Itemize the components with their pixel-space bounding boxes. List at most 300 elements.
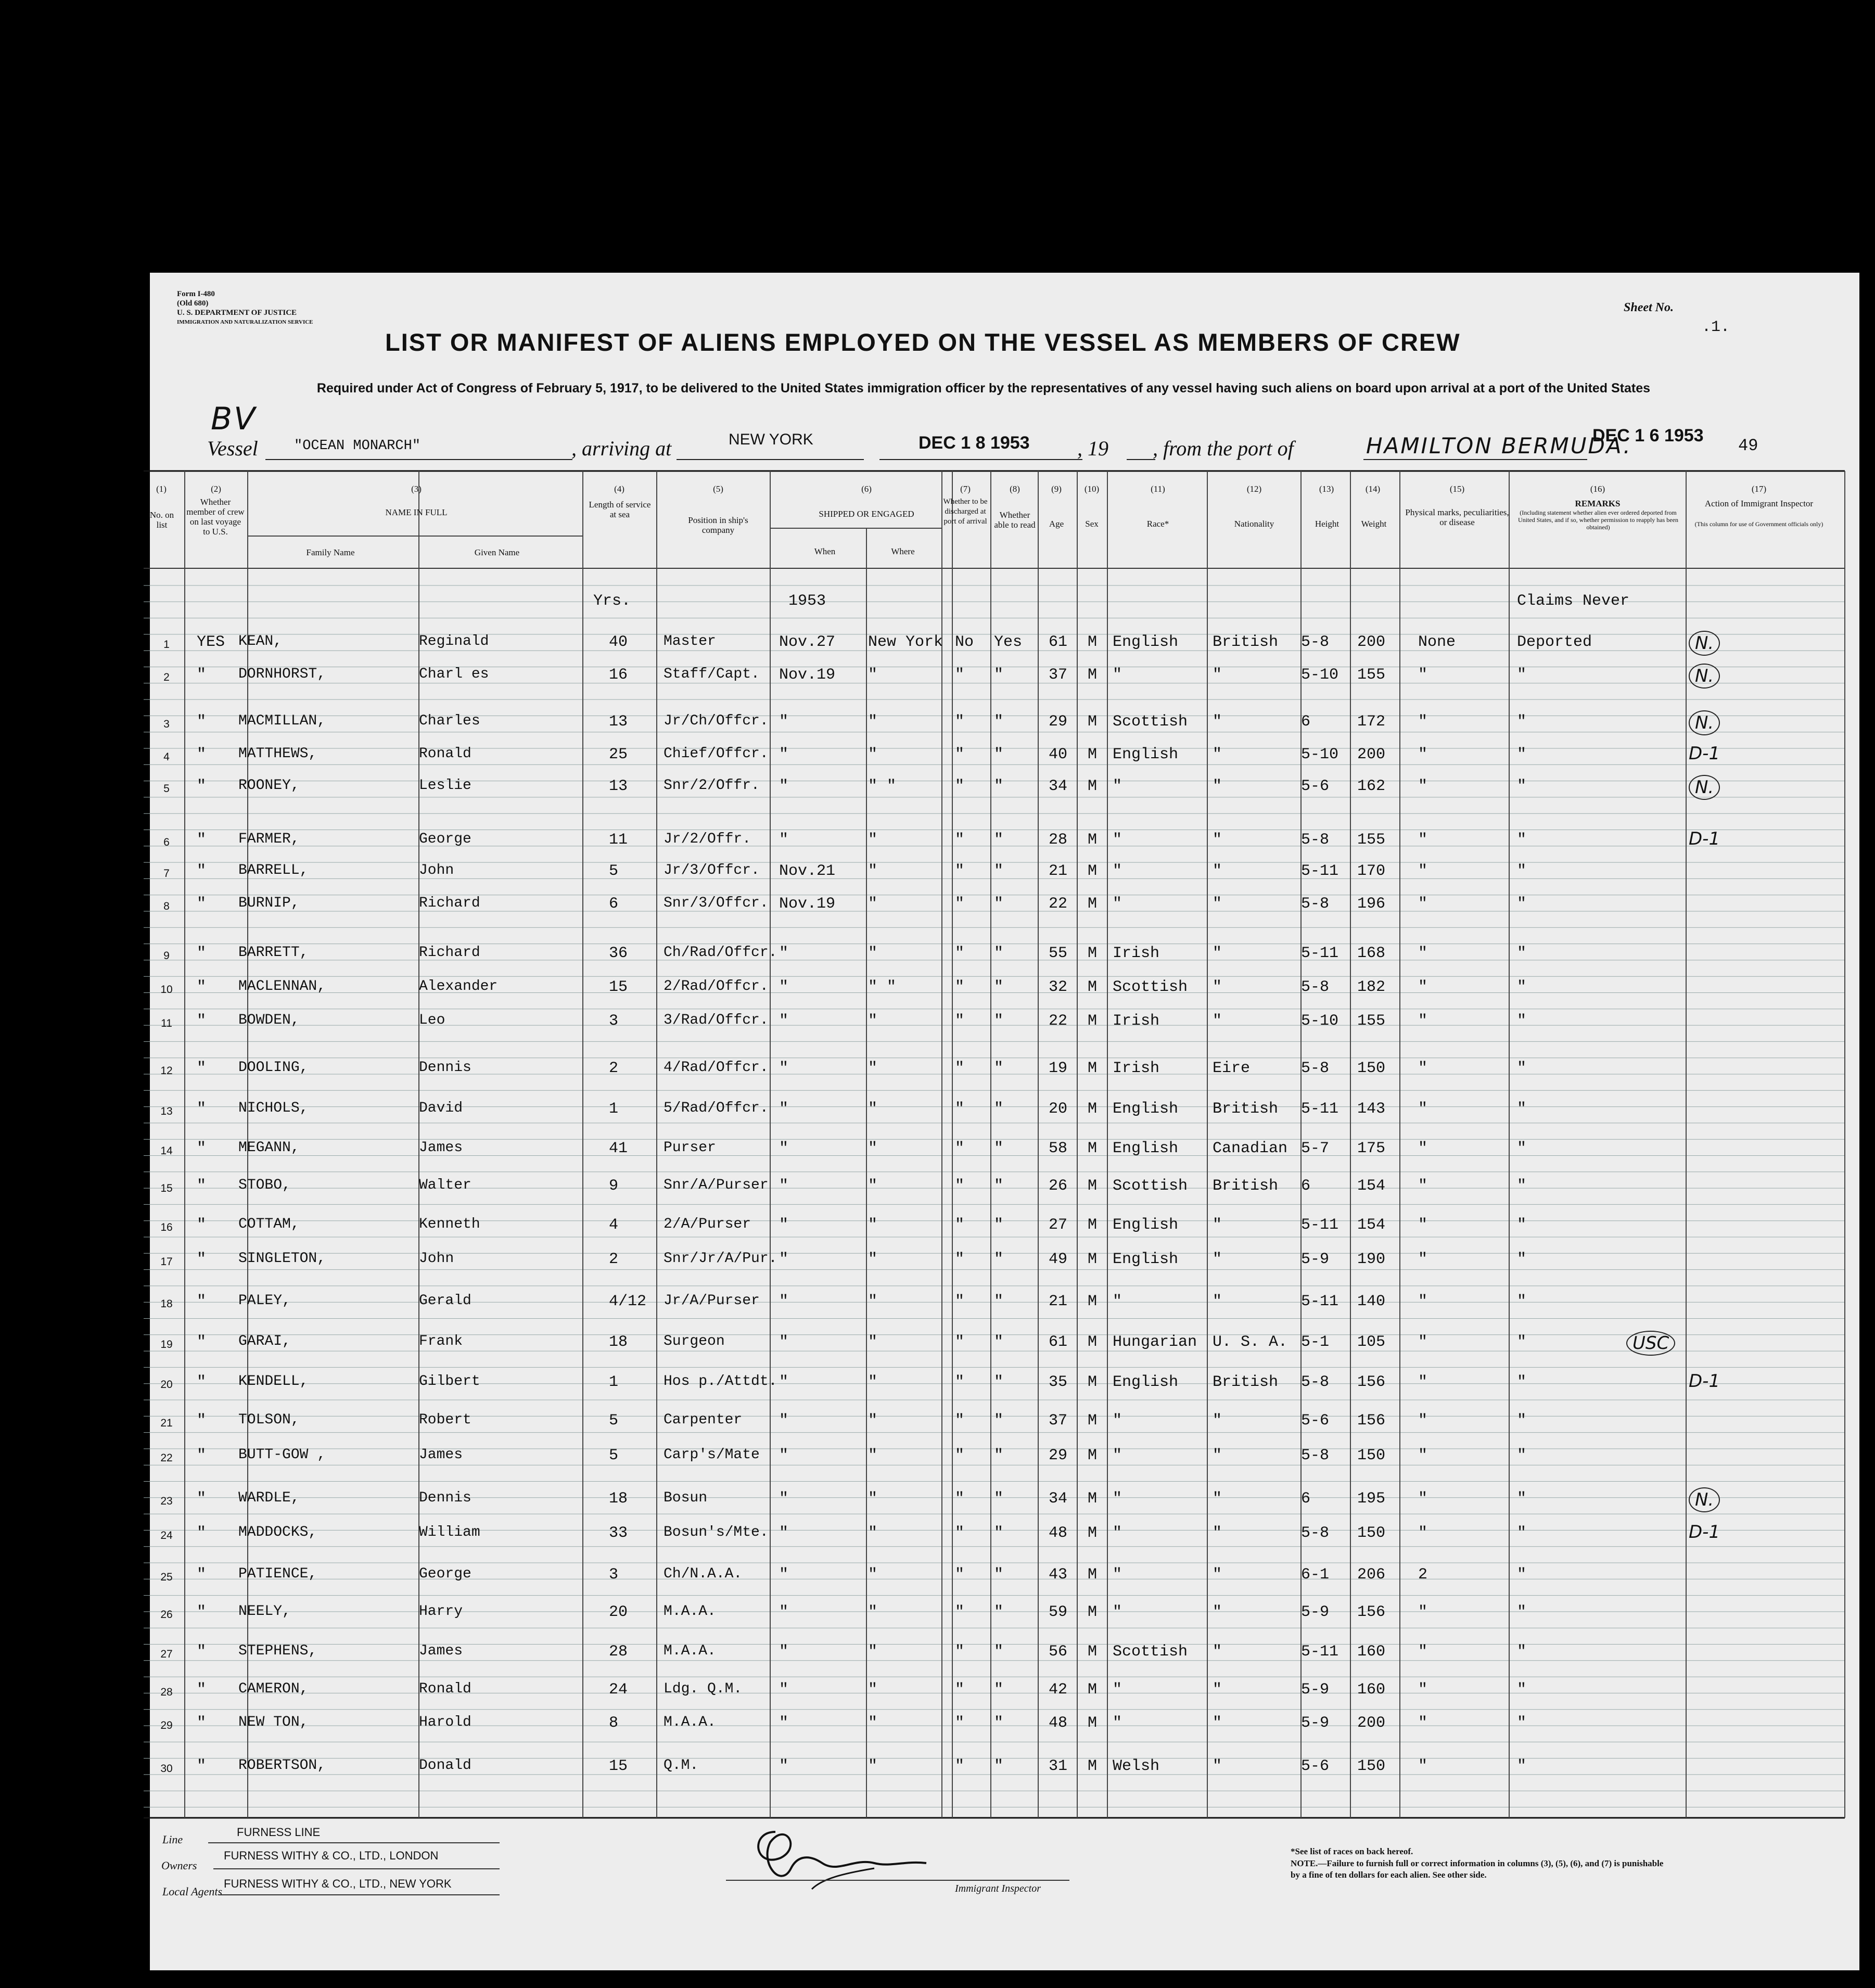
crew-flag-cell: " xyxy=(197,1524,207,1542)
given-name-cell: Ronald xyxy=(419,1681,471,1697)
crew-flag-cell: " xyxy=(197,1566,207,1584)
shipped-when-cell: " xyxy=(779,1251,789,1268)
physical-marks-cell: " xyxy=(1418,831,1428,849)
remarks-cell: " xyxy=(1517,1566,1527,1584)
discharge-cell: " xyxy=(955,1251,965,1268)
age-cell: 34 xyxy=(1049,778,1068,795)
given-name-cell: John xyxy=(419,862,454,878)
family-name-cell: BARRETT, xyxy=(238,945,309,961)
weight-cell: 156 xyxy=(1357,1603,1386,1621)
family-name-cell: PALEY, xyxy=(238,1293,291,1309)
physical-marks-cell: " xyxy=(1418,1681,1428,1699)
discharge-cell: " xyxy=(955,1412,965,1430)
position-cell: Carpenter xyxy=(664,1412,743,1428)
given-name-cell: Harry xyxy=(419,1603,463,1620)
height-cell: 5-8 xyxy=(1301,1524,1330,1542)
weight-cell: 150 xyxy=(1357,1060,1386,1077)
weight-cell: 206 xyxy=(1357,1566,1386,1584)
col3-given-header: Given Name xyxy=(474,547,520,557)
given-name-cell: George xyxy=(419,1566,471,1582)
race-cell: English xyxy=(1113,1140,1179,1157)
race-cell: Irish xyxy=(1113,945,1160,962)
owners-label: Owners xyxy=(161,1859,197,1872)
nationality-cell: U. S. A. xyxy=(1213,1333,1288,1351)
sex-cell: M xyxy=(1088,1012,1098,1030)
height-cell: 6 xyxy=(1301,1490,1311,1508)
shipped-when-cell: " xyxy=(779,1177,789,1195)
height-cell: 5-6 xyxy=(1301,778,1330,795)
discharge-cell: " xyxy=(955,1140,965,1157)
shipped-where-cell: " " xyxy=(868,778,897,795)
sex-cell: M xyxy=(1088,945,1098,962)
races-note: *See list of races on back hereof. xyxy=(1291,1846,1413,1856)
family-name-cell: KEAN, xyxy=(238,633,283,649)
height-cell: 5-10 xyxy=(1301,666,1339,684)
remarks-cell: " xyxy=(1517,1757,1527,1775)
crew-flag-cell: " xyxy=(197,978,207,996)
physical-marks-cell: " xyxy=(1418,1447,1428,1464)
nationality-cell: " xyxy=(1213,1012,1222,1030)
crew-flag-cell: " xyxy=(197,831,207,849)
position-cell: 3/Rad/Offcr. xyxy=(664,1012,769,1028)
age-cell: 32 xyxy=(1049,978,1068,996)
given-name-cell: Kenneth xyxy=(419,1216,480,1232)
remarks-cell: " xyxy=(1517,1681,1527,1699)
crew-flag-cell: " xyxy=(197,1643,207,1661)
nationality-cell: " xyxy=(1213,713,1222,731)
weight-cell: 160 xyxy=(1357,1643,1386,1661)
given-name-cell: Harold xyxy=(419,1714,471,1730)
nationality-cell: " xyxy=(1213,978,1222,996)
position-cell: Ch/Rad/Offcr. xyxy=(664,945,777,961)
physical-marks-cell: " xyxy=(1418,746,1428,763)
shipped-when-cell: " xyxy=(779,945,789,962)
shipped-when-cell: " xyxy=(779,1603,789,1621)
shipped-where-cell: " xyxy=(868,1251,878,1268)
family-name-cell: GARAI, xyxy=(238,1333,291,1349)
service-unit-label: Yrs. xyxy=(593,592,631,610)
nationality-cell: " xyxy=(1213,1757,1222,1775)
remarks-cell: " xyxy=(1517,1490,1527,1508)
shipped-where-cell: " xyxy=(868,1293,878,1310)
given-name-cell: James xyxy=(419,1447,463,1463)
sex-cell: M xyxy=(1088,831,1098,849)
position-cell: Master xyxy=(664,633,716,649)
height-cell: 5-8 xyxy=(1301,633,1330,651)
able-to-read-cell: " xyxy=(994,831,1004,849)
race-cell: " xyxy=(1113,1524,1123,1542)
race-cell: " xyxy=(1113,778,1123,795)
shipped-where-cell: " xyxy=(868,746,878,763)
given-name-cell: James xyxy=(419,1140,463,1156)
shipped-where-cell: " xyxy=(868,895,878,913)
service-length-cell: 24 xyxy=(609,1681,628,1699)
shipped-when-cell: Nov.27 xyxy=(779,633,836,651)
remarks-cell: " xyxy=(1517,1714,1527,1732)
age-cell: 49 xyxy=(1049,1251,1068,1268)
height-cell: 5-8 xyxy=(1301,895,1330,913)
race-cell: " xyxy=(1113,831,1123,849)
family-name-cell: BOWDEN, xyxy=(238,1012,300,1028)
row-number: 6 xyxy=(163,836,170,848)
shipped-where-cell: " xyxy=(868,1681,878,1699)
family-name-cell: BUTT-GOW , xyxy=(238,1447,326,1463)
position-cell: Bosun xyxy=(664,1490,708,1506)
shipped-when-cell: " xyxy=(779,831,789,849)
shipped-where-cell: " " xyxy=(868,978,897,996)
position-cell: Snr/3/Offcr. xyxy=(664,895,769,911)
shipped-where-cell: " xyxy=(868,1643,878,1661)
page-title: LIST OR MANIFEST OF ALIENS EMPLOYED ON THE VESSEL AS MEMBERS OF CREW xyxy=(385,328,1461,356)
discharge-cell: " xyxy=(955,1447,965,1464)
physical-marks-cell: " xyxy=(1418,1293,1428,1310)
family-name-cell: FARMER, xyxy=(238,831,300,847)
race-cell: Scottish xyxy=(1113,1177,1188,1195)
sex-cell: M xyxy=(1088,1140,1098,1157)
service-length-cell: 9 xyxy=(609,1177,619,1195)
given-name-cell: Walter xyxy=(419,1177,471,1193)
height-cell: 5-9 xyxy=(1301,1714,1330,1732)
row-number: 23 xyxy=(160,1495,173,1507)
inspector-action-mark: N. xyxy=(1689,775,1720,800)
row-number: 16 xyxy=(160,1221,173,1233)
year-prefix: , 19 xyxy=(1077,437,1108,460)
shipped-when-cell: " xyxy=(779,1524,789,1542)
sheet-number-label: Sheet No. xyxy=(1624,301,1674,314)
family-name-cell: BARRELL, xyxy=(238,862,309,878)
shipped-where-cell: " xyxy=(868,862,878,880)
family-name-cell: MATTHEWS, xyxy=(238,746,317,762)
age-cell: 28 xyxy=(1049,831,1068,849)
discharge-cell: " xyxy=(955,1100,965,1118)
physical-marks-cell: " xyxy=(1418,1643,1428,1661)
able-to-read-cell: " xyxy=(994,1060,1004,1077)
service-length-cell: 13 xyxy=(609,778,628,795)
given-name-cell: David xyxy=(419,1100,463,1116)
col9-header: Age xyxy=(1049,519,1064,529)
nationality-cell: British xyxy=(1213,1177,1279,1195)
physical-marks-cell: " xyxy=(1418,1100,1428,1118)
given-name-cell: Robert xyxy=(419,1412,471,1428)
shipped-year: 1953 xyxy=(788,592,826,610)
family-name-cell: PATIENCE, xyxy=(238,1566,317,1582)
able-to-read-cell: " xyxy=(994,778,1004,795)
height-cell: 5-9 xyxy=(1301,1603,1330,1621)
physical-marks-cell: " xyxy=(1418,895,1428,913)
shipped-where-cell: " xyxy=(868,945,878,962)
shipped-where-cell: " xyxy=(868,1012,878,1030)
remarks-cell: " xyxy=(1517,862,1527,880)
row-number: 22 xyxy=(160,1452,173,1464)
family-name-cell: KENDELL, xyxy=(238,1373,309,1390)
shipped-when-cell: " xyxy=(779,746,789,763)
given-name-cell: Ronald xyxy=(419,746,471,762)
service-length-cell: 13 xyxy=(609,713,628,731)
line-name: FURNESS LINE xyxy=(237,1826,321,1839)
race-cell: " xyxy=(1113,666,1123,684)
height-cell: 5-8 xyxy=(1301,1373,1330,1391)
race-cell: Scottish xyxy=(1113,713,1188,731)
discharge-cell: " xyxy=(955,1373,965,1391)
family-name-cell: BURNIP, xyxy=(238,895,300,911)
remarks-cell: " xyxy=(1517,1177,1527,1195)
handwritten-initials: BV xyxy=(211,401,257,437)
col10-header: Sex xyxy=(1085,519,1099,529)
agents-label: Local Agents xyxy=(162,1885,223,1898)
shipped-where-cell: " xyxy=(868,1524,878,1542)
sex-cell: M xyxy=(1088,1412,1098,1430)
nationality-cell: " xyxy=(1213,746,1222,763)
nationality-cell: British xyxy=(1213,1100,1279,1118)
col3-header: NAME IN FULL xyxy=(385,507,448,517)
shipped-where-cell: " xyxy=(868,831,878,849)
service-length-cell: 2 xyxy=(609,1251,619,1268)
sex-cell: M xyxy=(1088,1566,1098,1584)
remarks-cell: " xyxy=(1517,1333,1527,1351)
discharge-cell: " xyxy=(955,1060,965,1077)
col15-number: (15) xyxy=(1449,484,1465,494)
row-number: 18 xyxy=(160,1298,173,1310)
nationality-cell: " xyxy=(1213,945,1222,962)
given-name-cell: Gerald xyxy=(419,1293,471,1309)
col12-header: Nationality xyxy=(1234,519,1274,529)
weight-cell: 155 xyxy=(1357,831,1386,849)
inspector-label: Immigrant Inspector xyxy=(955,1883,1041,1894)
footer-underline xyxy=(219,1894,500,1895)
age-cell: 34 xyxy=(1049,1490,1068,1508)
discharge-cell: " xyxy=(955,978,965,996)
nationality-cell: " xyxy=(1213,1447,1222,1464)
col5-number: (5) xyxy=(713,484,723,494)
row-number: 7 xyxy=(163,868,170,880)
shipped-where-cell: " xyxy=(868,1566,878,1584)
remarks-cell: " xyxy=(1517,1251,1527,1268)
physical-marks-cell: " xyxy=(1418,1603,1428,1621)
page-subtitle: Required under Act of Congress of February 5, 1917, to be delivered to the United States immigration officer by the representatives of any vessel having such aliens on board upon arrival at a port of the United States xyxy=(316,381,1651,396)
age-cell: 21 xyxy=(1049,1293,1068,1310)
age-cell: 40 xyxy=(1049,746,1068,763)
service-length-cell: 5 xyxy=(609,1412,619,1430)
weight-cell: 150 xyxy=(1357,1447,1386,1464)
race-cell: Scottish xyxy=(1113,978,1188,996)
weight-cell: 190 xyxy=(1357,1251,1386,1268)
weight-cell: 140 xyxy=(1357,1293,1386,1310)
nationality-cell: " xyxy=(1213,666,1222,684)
given-name-cell: George xyxy=(419,831,471,847)
age-cell: 48 xyxy=(1049,1714,1068,1732)
given-name-cell: Leslie xyxy=(419,778,471,794)
inspector-line xyxy=(726,1880,1069,1881)
inspector-action-mark: D-1 xyxy=(1689,1371,1720,1392)
nationality-cell: " xyxy=(1213,895,1222,913)
sex-cell: M xyxy=(1088,746,1098,763)
family-name-cell: ROONEY, xyxy=(238,778,300,794)
shipped-when-cell: " xyxy=(779,1566,789,1584)
sex-cell: M xyxy=(1088,1490,1098,1508)
shipped-when-cell: " xyxy=(779,1100,789,1118)
age-cell: 61 xyxy=(1049,1333,1068,1351)
arrival-date-stamp: DEC 1 8 1953 xyxy=(919,433,1030,453)
discharge-cell: " xyxy=(955,746,965,763)
position-cell: Snr/Jr/A/Pur. xyxy=(664,1251,777,1267)
shipped-where-cell: " xyxy=(868,1100,878,1118)
nationality-cell: " xyxy=(1213,1603,1222,1621)
crew-flag-cell: " xyxy=(197,1757,207,1775)
shipped-when-cell: " xyxy=(779,713,789,731)
service-length-cell: 6 xyxy=(609,895,619,913)
discharge-cell: " xyxy=(955,1490,965,1508)
arriving-label: , arriving at xyxy=(571,437,672,460)
age-cell: 58 xyxy=(1049,1140,1068,1157)
able-to-read-cell: " xyxy=(994,1373,1004,1391)
crew-flag-cell: " xyxy=(197,1681,207,1699)
family-name-cell: MACLENNAN, xyxy=(238,978,326,995)
service-length-cell: 2 xyxy=(609,1060,619,1077)
position-cell: Hos p./Attdt. xyxy=(664,1373,777,1390)
sheet-number: .1. xyxy=(1702,318,1730,336)
arriving-port: NEW YORK xyxy=(729,431,813,448)
weight-cell: 156 xyxy=(1357,1373,1386,1391)
col6-where-header: Where xyxy=(891,546,915,556)
given-name-cell: Frank xyxy=(419,1333,463,1349)
position-cell: Purser xyxy=(664,1140,716,1156)
sex-cell: M xyxy=(1088,895,1098,913)
able-to-read-cell: " xyxy=(994,1216,1004,1234)
nationality-cell: " xyxy=(1213,1293,1222,1310)
age-cell: 26 xyxy=(1049,1177,1068,1195)
sex-cell: M xyxy=(1088,633,1098,651)
service-length-cell: 41 xyxy=(609,1140,628,1157)
crew-flag-cell: " xyxy=(197,1293,207,1310)
given-name-cell: Richard xyxy=(419,945,480,961)
discharge-cell: " xyxy=(955,713,965,731)
remarks-cell: " xyxy=(1517,1140,1527,1157)
weight-cell: 172 xyxy=(1357,713,1386,731)
nationality-cell: " xyxy=(1213,1490,1222,1508)
discharge-cell: " xyxy=(955,1566,965,1584)
physical-marks-cell: " xyxy=(1418,1490,1428,1508)
family-name-cell: DOOLING, xyxy=(238,1060,309,1076)
inspector-action-mark: D-1 xyxy=(1689,829,1720,849)
inspector-action-mark: USC xyxy=(1626,1331,1675,1356)
physical-marks-cell: " xyxy=(1418,945,1428,962)
nationality-cell: " xyxy=(1213,1681,1222,1699)
able-to-read-cell: " xyxy=(994,945,1004,962)
position-cell: Jr/Ch/Offcr. xyxy=(664,713,769,729)
given-name-cell: Alexander xyxy=(419,978,498,995)
row-number: 19 xyxy=(160,1339,173,1350)
race-cell: Scottish xyxy=(1113,1643,1188,1661)
crew-flag-cell: " xyxy=(197,1373,207,1391)
corner-number: 49 xyxy=(1738,436,1758,455)
race-cell: Irish xyxy=(1113,1012,1160,1030)
race-cell: English xyxy=(1113,1216,1179,1234)
shipped-when-cell: " xyxy=(779,1757,789,1775)
row-number: 5 xyxy=(163,783,170,795)
race-cell: English xyxy=(1113,1251,1179,1268)
height-cell: 5-7 xyxy=(1301,1140,1330,1157)
shipped-where-cell: " xyxy=(868,666,878,684)
crew-flag-cell: " xyxy=(197,1012,207,1030)
row-number: 28 xyxy=(160,1686,173,1698)
family-name-cell: TOLSON, xyxy=(238,1412,300,1428)
physical-marks-cell: " xyxy=(1418,1714,1428,1732)
weight-cell: 175 xyxy=(1357,1140,1386,1157)
row-number: 27 xyxy=(160,1648,173,1660)
remarks-cell: " xyxy=(1517,1216,1527,1234)
col12-number: (12) xyxy=(1246,484,1262,494)
position-cell: M.A.A. xyxy=(664,1643,716,1659)
race-cell: " xyxy=(1113,1293,1123,1310)
col3-number: (3) xyxy=(411,484,422,494)
inspector-action-mark: D-1 xyxy=(1689,1522,1720,1543)
race-cell: Hungarian xyxy=(1113,1333,1197,1351)
inspector-action-mark: N. xyxy=(1689,631,1720,656)
row-number: 24 xyxy=(160,1530,173,1541)
able-to-read-cell: " xyxy=(994,1714,1004,1732)
service-length-cell: 18 xyxy=(609,1490,628,1508)
sex-cell: M xyxy=(1088,1293,1098,1310)
position-cell: M.A.A. xyxy=(664,1603,716,1620)
penalty-note: NOTE.—Failure to furnish full or correct information in columns (3), (5), (6), and (7) is punishable by a fine of ten dollars for each alien. See other side. xyxy=(1291,1858,1664,1880)
col13-header: Height xyxy=(1315,519,1340,529)
remarks-cell: " xyxy=(1517,1524,1527,1542)
row-number: 17 xyxy=(160,1256,173,1268)
age-cell: 29 xyxy=(1049,1447,1068,1464)
shipped-where-cell: " xyxy=(868,1216,878,1234)
shipped-where-cell: " xyxy=(868,1447,878,1464)
shipped-when-cell: Nov.19 xyxy=(779,666,836,684)
weight-cell: 168 xyxy=(1357,945,1386,962)
race-cell: " xyxy=(1113,862,1123,880)
family-name-cell: STEPHENS, xyxy=(238,1643,317,1659)
footer-underline xyxy=(213,1868,500,1869)
shipped-where-cell: " xyxy=(868,1177,878,1195)
service-length-cell: 28 xyxy=(609,1643,628,1661)
age-cell: 20 xyxy=(1049,1100,1068,1118)
weight-cell: 155 xyxy=(1357,1012,1386,1030)
weight-cell: 154 xyxy=(1357,1177,1386,1195)
race-cell: " xyxy=(1113,1412,1123,1430)
physical-marks-cell: " xyxy=(1418,713,1428,731)
given-name-cell: Donald xyxy=(419,1757,471,1774)
agents-name: FURNESS WITHY & CO., LTD., NEW YORK xyxy=(224,1877,452,1890)
row-number: 1 xyxy=(163,639,170,651)
shipped-when-cell: " xyxy=(779,1490,789,1508)
inspector-signature xyxy=(718,1811,989,1905)
col2-number: (2) xyxy=(211,484,221,494)
physical-marks-cell: " xyxy=(1418,862,1428,880)
department: U. S. DEPARTMENT OF JUSTICE xyxy=(177,309,297,317)
row-number: 14 xyxy=(160,1145,173,1157)
col7-number: (7) xyxy=(960,484,971,494)
height-cell: 5-11 xyxy=(1301,945,1339,962)
col6-when-header: When xyxy=(814,546,836,556)
remarks-cell: " xyxy=(1517,1373,1527,1391)
departure-date-stamp: DEC 1 6 1953 xyxy=(1592,426,1704,445)
physical-marks-cell: " xyxy=(1418,1060,1428,1077)
remarks-cell: " xyxy=(1517,1293,1527,1310)
nationality-cell: British xyxy=(1213,1373,1279,1391)
discharge-cell: " xyxy=(955,1012,965,1030)
able-to-read-cell: " xyxy=(994,666,1004,684)
age-cell: 22 xyxy=(1049,895,1068,913)
age-cell: 37 xyxy=(1049,1412,1068,1430)
col6-number: (6) xyxy=(861,484,872,494)
remarks-cell: " xyxy=(1517,1060,1527,1077)
height-cell: 5-8 xyxy=(1301,831,1330,849)
service-length-cell: 16 xyxy=(609,666,628,684)
